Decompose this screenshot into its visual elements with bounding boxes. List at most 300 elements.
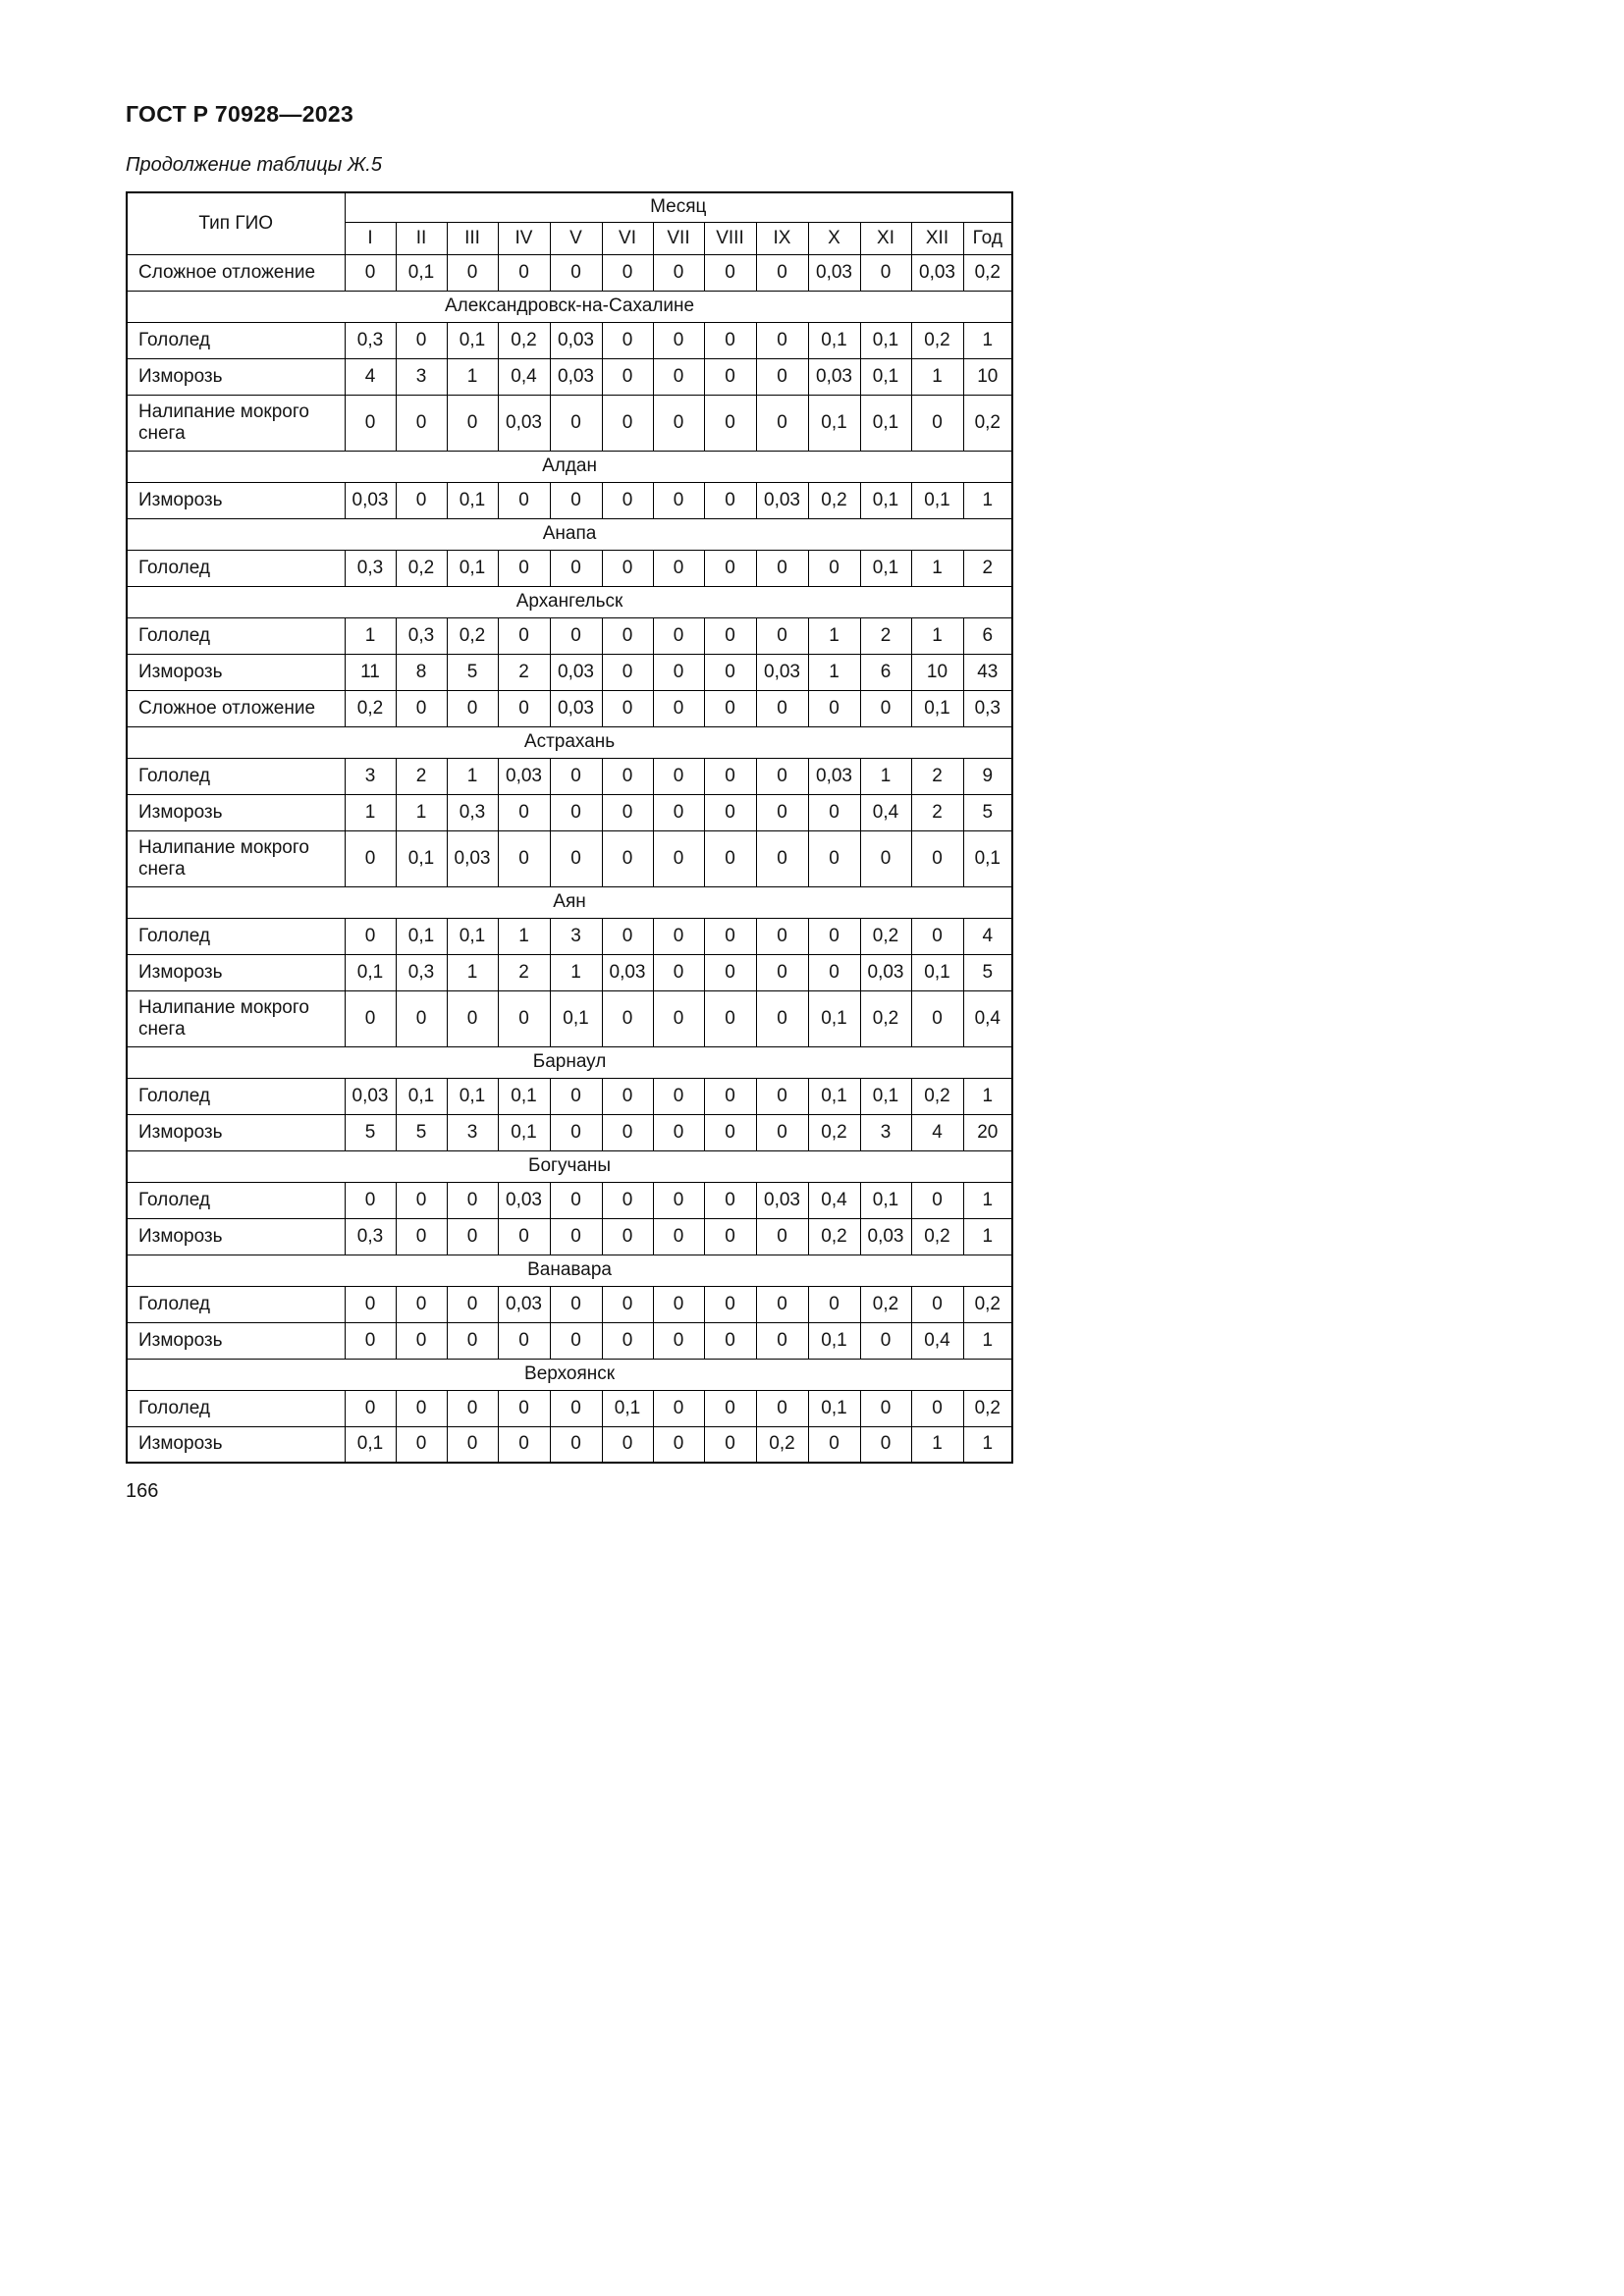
value-cell: 0,03: [860, 954, 911, 990]
value-cell: 0,2: [963, 395, 1012, 451]
month-col-header: IV: [498, 222, 550, 254]
month-col-header: XI: [860, 222, 911, 254]
row-label: Изморозь: [127, 358, 345, 395]
value-cell: 1: [963, 322, 1012, 358]
value-cell: 0: [396, 1390, 447, 1426]
value-cell: 1: [963, 1078, 1012, 1114]
value-cell: 0,1: [498, 1114, 550, 1150]
value-cell: 0,2: [808, 1218, 860, 1255]
value-cell: 1: [911, 550, 963, 586]
value-cell: 0,4: [808, 1182, 860, 1218]
section-row: [127, 1359, 1012, 1390]
value-cell: 5: [447, 654, 498, 690]
value-cell: 0: [704, 1218, 756, 1255]
value-cell: 0: [911, 1390, 963, 1426]
value-cell: 0: [602, 254, 653, 291]
value-cell: 0,3: [345, 1218, 396, 1255]
table-row: [127, 758, 1012, 794]
value-cell: 0: [704, 1390, 756, 1426]
value-cell: 0: [396, 990, 447, 1046]
value-cell: 0,3: [396, 954, 447, 990]
row-label: Налипание мокрого снега: [127, 830, 345, 886]
value-cell: 0: [602, 482, 653, 518]
value-cell: 0: [345, 395, 396, 451]
value-cell: 0: [602, 794, 653, 830]
value-cell: 0: [653, 794, 704, 830]
value-cell: 2: [498, 954, 550, 990]
value-cell: 0: [498, 254, 550, 291]
value-cell: 0: [498, 550, 550, 586]
value-cell: 3: [447, 1114, 498, 1150]
section-row: [127, 1255, 1012, 1286]
value-cell: 0: [345, 990, 396, 1046]
value-cell: 0: [704, 550, 756, 586]
value-cell: 0,2: [808, 482, 860, 518]
row-label: Гололед: [127, 1078, 345, 1114]
value-cell: 0: [550, 1218, 602, 1255]
value-cell: 1: [911, 1426, 963, 1463]
value-cell: 0,1: [963, 830, 1012, 886]
value-cell: 0: [550, 550, 602, 586]
value-cell: 0,1: [860, 322, 911, 358]
value-cell: 0: [653, 617, 704, 654]
month-col-header: II: [396, 222, 447, 254]
value-cell: 4: [963, 918, 1012, 954]
value-cell: 0: [653, 322, 704, 358]
value-cell: 1: [345, 617, 396, 654]
value-cell: 0,1: [808, 1078, 860, 1114]
value-cell: 0: [756, 758, 808, 794]
value-cell: 2: [498, 654, 550, 690]
value-cell: 0,1: [808, 1322, 860, 1359]
section-label: Астрахань: [127, 726, 1012, 758]
value-cell: 0: [498, 794, 550, 830]
value-cell: 0: [653, 830, 704, 886]
value-cell: 0: [550, 1182, 602, 1218]
value-cell: 1: [963, 1182, 1012, 1218]
row-label: Гололед: [127, 1286, 345, 1322]
document-header: ГОСТ Р 70928—2023: [126, 101, 354, 127]
row-label: Гололед: [127, 918, 345, 954]
value-cell: 0: [345, 1322, 396, 1359]
month-col-header: VII: [653, 222, 704, 254]
value-cell: 0: [756, 1114, 808, 1150]
value-cell: 1: [911, 358, 963, 395]
section-label: Алдан: [127, 451, 1012, 482]
value-cell: 0: [653, 1182, 704, 1218]
value-cell: 0,03: [911, 254, 963, 291]
value-cell: 1: [911, 617, 963, 654]
value-cell: 5: [963, 794, 1012, 830]
value-cell: 0: [653, 1286, 704, 1322]
table-row: [127, 1218, 1012, 1255]
value-cell: 0: [550, 758, 602, 794]
value-cell: 1: [396, 794, 447, 830]
table-row: [127, 1426, 1012, 1463]
value-cell: 0: [704, 322, 756, 358]
value-cell: 0: [704, 617, 756, 654]
value-cell: 0: [447, 395, 498, 451]
value-cell: 0,03: [808, 758, 860, 794]
value-cell: 0,1: [911, 482, 963, 518]
value-cell: 1: [963, 482, 1012, 518]
value-cell: 0: [602, 1426, 653, 1463]
value-cell: 0: [550, 1286, 602, 1322]
value-cell: 6: [860, 654, 911, 690]
value-cell: 0: [602, 690, 653, 726]
value-cell: 0: [550, 617, 602, 654]
value-cell: 0,1: [345, 954, 396, 990]
value-cell: 0,1: [396, 918, 447, 954]
value-cell: 0,03: [447, 830, 498, 886]
value-cell: 0: [756, 1322, 808, 1359]
value-cell: 0: [396, 1426, 447, 1463]
table-row: [127, 954, 1012, 990]
value-cell: 0: [447, 254, 498, 291]
value-cell: 0: [704, 1114, 756, 1150]
value-cell: 0: [550, 1114, 602, 1150]
value-cell: 0: [550, 395, 602, 451]
row-label: Гололед: [127, 758, 345, 794]
value-cell: 0: [911, 395, 963, 451]
value-cell: 0: [498, 990, 550, 1046]
value-cell: 0: [704, 690, 756, 726]
value-cell: 0: [756, 1390, 808, 1426]
value-cell: 0,03: [808, 254, 860, 291]
value-cell: 0,4: [498, 358, 550, 395]
value-cell: 0,03: [860, 1218, 911, 1255]
value-cell: 0,2: [963, 254, 1012, 291]
section-row: [127, 886, 1012, 918]
value-cell: 0: [653, 690, 704, 726]
month-col-header: V: [550, 222, 602, 254]
value-cell: 10: [963, 358, 1012, 395]
value-cell: 0,1: [808, 990, 860, 1046]
value-cell: 0: [396, 1286, 447, 1322]
value-cell: 0,2: [860, 1286, 911, 1322]
value-cell: 1: [447, 358, 498, 395]
table-row: [127, 395, 1012, 451]
value-cell: 2: [911, 794, 963, 830]
value-cell: 0: [704, 482, 756, 518]
value-cell: 0,3: [447, 794, 498, 830]
col-header-month-group: Месяц: [345, 192, 1012, 222]
table-row: [127, 654, 1012, 690]
table-row: [127, 690, 1012, 726]
value-cell: 0: [911, 918, 963, 954]
value-cell: 0: [756, 1078, 808, 1114]
value-cell: 0: [602, 550, 653, 586]
value-cell: 5: [396, 1114, 447, 1150]
value-cell: 0: [602, 918, 653, 954]
section-row: [127, 291, 1012, 322]
row-label: Сложное отложение: [127, 690, 345, 726]
table-row: [127, 990, 1012, 1046]
value-cell: 0: [396, 690, 447, 726]
value-cell: 0: [653, 918, 704, 954]
value-cell: 0: [602, 830, 653, 886]
section-row: [127, 1150, 1012, 1182]
value-cell: 0: [447, 1426, 498, 1463]
section-row: [127, 451, 1012, 482]
value-cell: 0: [704, 830, 756, 886]
value-cell: 0: [345, 1390, 396, 1426]
table-row: [127, 254, 1012, 291]
value-cell: 1: [963, 1322, 1012, 1359]
value-cell: 0,2: [345, 690, 396, 726]
page-number: 166: [126, 1480, 159, 1502]
value-cell: 0: [756, 322, 808, 358]
row-label: Гололед: [127, 1182, 345, 1218]
value-cell: 0,1: [911, 954, 963, 990]
value-cell: 0,1: [860, 358, 911, 395]
value-cell: 0: [704, 1426, 756, 1463]
value-cell: 0: [396, 395, 447, 451]
value-cell: 0: [704, 794, 756, 830]
value-cell: 0,03: [345, 482, 396, 518]
table-row: [127, 550, 1012, 586]
value-cell: 0,1: [911, 690, 963, 726]
value-cell: 0,2: [963, 1286, 1012, 1322]
section-label: Александровск-на-Сахалине: [127, 291, 1012, 322]
table-row: [127, 918, 1012, 954]
value-cell: 0: [550, 1322, 602, 1359]
value-cell: 0,4: [860, 794, 911, 830]
value-cell: 0,2: [911, 322, 963, 358]
value-cell: 0: [808, 954, 860, 990]
value-cell: 0: [602, 1218, 653, 1255]
row-label: Налипание мокрого снега: [127, 395, 345, 451]
value-cell: 0: [911, 1182, 963, 1218]
value-cell: 0: [396, 482, 447, 518]
table-header: [127, 192, 1012, 254]
month-col-header: X: [808, 222, 860, 254]
value-cell: 0: [602, 358, 653, 395]
value-cell: 0,3: [396, 617, 447, 654]
value-cell: 9: [963, 758, 1012, 794]
value-cell: 0: [756, 1218, 808, 1255]
value-cell: 0: [345, 918, 396, 954]
table-row: [127, 322, 1012, 358]
value-cell: 0: [808, 794, 860, 830]
value-cell: 0: [653, 758, 704, 794]
value-cell: 0: [602, 758, 653, 794]
value-cell: 0,2: [860, 990, 911, 1046]
value-cell: 0: [550, 1078, 602, 1114]
value-cell: 0: [860, 690, 911, 726]
value-cell: 0: [860, 1426, 911, 1463]
value-cell: 0: [704, 1078, 756, 1114]
table-row: [127, 1286, 1012, 1322]
month-col-header: Год: [963, 222, 1012, 254]
value-cell: 0: [447, 990, 498, 1046]
value-cell: 0,03: [498, 395, 550, 451]
value-cell: 0: [602, 1078, 653, 1114]
value-cell: 0: [550, 254, 602, 291]
value-cell: 0: [756, 830, 808, 886]
value-cell: 0,03: [550, 358, 602, 395]
col-header-type: Тип ГИО: [127, 192, 345, 254]
value-cell: 0: [653, 1114, 704, 1150]
row-label: Налипание мокрого снега: [127, 990, 345, 1046]
value-cell: 0: [756, 617, 808, 654]
value-cell: 0: [396, 322, 447, 358]
value-cell: 0,1: [447, 322, 498, 358]
value-cell: 0: [550, 1390, 602, 1426]
value-cell: 0: [653, 1078, 704, 1114]
section-row: [127, 726, 1012, 758]
value-cell: 0: [653, 1390, 704, 1426]
value-cell: 10: [911, 654, 963, 690]
value-cell: 0: [498, 1426, 550, 1463]
value-cell: 3: [345, 758, 396, 794]
value-cell: 0,03: [756, 482, 808, 518]
value-cell: 0: [602, 1322, 653, 1359]
value-cell: 1: [808, 617, 860, 654]
value-cell: 0,03: [498, 1286, 550, 1322]
value-cell: 0,1: [447, 482, 498, 518]
value-cell: 0,1: [860, 482, 911, 518]
value-cell: 0: [756, 1286, 808, 1322]
value-cell: 5: [345, 1114, 396, 1150]
table-row: [127, 1322, 1012, 1359]
row-label: Гололед: [127, 322, 345, 358]
value-cell: 0: [756, 954, 808, 990]
value-cell: 0,1: [396, 254, 447, 291]
value-cell: 0,1: [602, 1390, 653, 1426]
value-cell: 0,03: [756, 1182, 808, 1218]
value-cell: 0: [602, 322, 653, 358]
value-cell: 0,03: [498, 758, 550, 794]
value-cell: 0,1: [396, 830, 447, 886]
value-cell: 5: [963, 954, 1012, 990]
value-cell: 0: [704, 358, 756, 395]
value-cell: 0: [653, 954, 704, 990]
month-col-header: XII: [911, 222, 963, 254]
table-row: [127, 358, 1012, 395]
table-row: [127, 482, 1012, 518]
row-label: Изморозь: [127, 1218, 345, 1255]
value-cell: 0: [704, 654, 756, 690]
value-cell: 1: [963, 1426, 1012, 1463]
value-cell: 0,3: [963, 690, 1012, 726]
value-cell: 0: [756, 990, 808, 1046]
row-label: Изморозь: [127, 482, 345, 518]
value-cell: 20: [963, 1114, 1012, 1150]
value-cell: 0,1: [345, 1426, 396, 1463]
value-cell: 0,1: [447, 1078, 498, 1114]
value-cell: 0: [704, 1286, 756, 1322]
value-cell: 0,2: [860, 918, 911, 954]
value-cell: 3: [860, 1114, 911, 1150]
table-row: [127, 1182, 1012, 1218]
value-cell: 0: [808, 690, 860, 726]
table-row: [127, 1114, 1012, 1150]
section-label: Богучаны: [127, 1150, 1012, 1182]
row-label: Гололед: [127, 1390, 345, 1426]
value-cell: 0: [550, 482, 602, 518]
value-cell: 0,2: [911, 1218, 963, 1255]
value-cell: 0: [756, 358, 808, 395]
value-cell: 0,03: [602, 954, 653, 990]
value-cell: 0,03: [756, 654, 808, 690]
value-cell: 6: [963, 617, 1012, 654]
section-label: Барнаул: [127, 1046, 1012, 1078]
value-cell: 0,03: [550, 322, 602, 358]
value-cell: 0: [602, 1286, 653, 1322]
row-label: Изморозь: [127, 1114, 345, 1150]
value-cell: 0,2: [808, 1114, 860, 1150]
value-cell: 0: [704, 758, 756, 794]
value-cell: 0,1: [860, 550, 911, 586]
value-cell: 0,03: [345, 1078, 396, 1114]
value-cell: 0: [704, 254, 756, 291]
row-label: Изморозь: [127, 794, 345, 830]
value-cell: 0: [447, 690, 498, 726]
month-col-header: IX: [756, 222, 808, 254]
value-cell: 0: [447, 1286, 498, 1322]
value-cell: 0: [860, 1322, 911, 1359]
month-col-header: III: [447, 222, 498, 254]
value-cell: 0,3: [345, 550, 396, 586]
section-row: [127, 586, 1012, 617]
value-cell: 0: [602, 1114, 653, 1150]
row-label: Изморозь: [127, 954, 345, 990]
value-cell: 0: [602, 1182, 653, 1218]
value-cell: 0,1: [447, 550, 498, 586]
table-row: [127, 1390, 1012, 1426]
value-cell: 0: [498, 617, 550, 654]
value-cell: 2: [911, 758, 963, 794]
value-cell: 0: [756, 395, 808, 451]
value-cell: 0: [653, 1426, 704, 1463]
value-cell: 0,1: [860, 1078, 911, 1114]
value-cell: 0: [704, 1182, 756, 1218]
value-cell: 1: [808, 654, 860, 690]
value-cell: 0: [756, 690, 808, 726]
value-cell: 0: [860, 1390, 911, 1426]
value-cell: 0: [345, 1286, 396, 1322]
value-cell: 0: [550, 794, 602, 830]
value-cell: 1: [550, 954, 602, 990]
value-cell: 0,2: [911, 1078, 963, 1114]
value-cell: 11: [345, 654, 396, 690]
section-row: [127, 1046, 1012, 1078]
row-label: Гололед: [127, 550, 345, 586]
value-cell: 0,03: [550, 690, 602, 726]
value-cell: 0: [808, 1426, 860, 1463]
value-cell: 0: [911, 830, 963, 886]
value-cell: 0: [653, 395, 704, 451]
value-cell: 0: [447, 1322, 498, 1359]
value-cell: 0: [756, 550, 808, 586]
value-cell: 0: [653, 654, 704, 690]
value-cell: 0: [756, 918, 808, 954]
value-cell: 0,4: [963, 990, 1012, 1046]
value-cell: 0: [704, 395, 756, 451]
section-label: Верхоянск: [127, 1359, 1012, 1390]
table-row: [127, 617, 1012, 654]
value-cell: 0: [498, 1218, 550, 1255]
value-cell: 0: [756, 254, 808, 291]
value-cell: 3: [396, 358, 447, 395]
value-cell: 0: [602, 395, 653, 451]
value-cell: 0,1: [808, 322, 860, 358]
value-cell: 0: [704, 954, 756, 990]
value-cell: 0,4: [911, 1322, 963, 1359]
value-cell: 4: [345, 358, 396, 395]
value-cell: 1: [498, 918, 550, 954]
